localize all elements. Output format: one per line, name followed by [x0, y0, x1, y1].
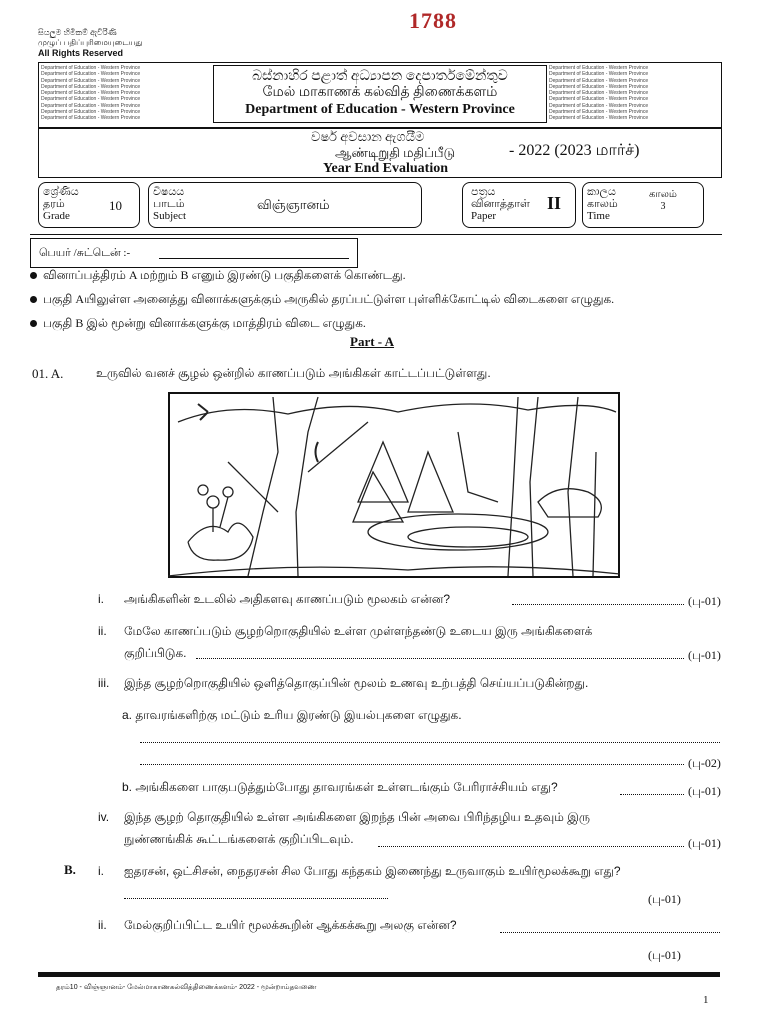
- section-b-label: B.: [64, 862, 76, 877]
- answer-line-b-i[interactable]: [124, 898, 388, 899]
- footer-text: தரம்10 - விஞ்ஞானம்- மேல்மாகாணகல்வித்திணைக்களம்- 2022 - மூன்றாம்தவணை: [56, 984, 317, 991]
- exam-year: - 2022 (2023 மார்ச்): [509, 142, 640, 159]
- answer-line-i[interactable]: [512, 604, 684, 605]
- exam-english: Year End Evaluation: [323, 161, 448, 176]
- mark-i: (பு-01): [688, 594, 721, 608]
- watermark-right: Department of Education - Western Province Department of Education - Western Province Department of Education - Western Province Department of Education - Western Province Department of Education - Western Province Department of Education - Western Province Department of Education - Western Province Department of Education - Western Province Department of Education - Western Province: [549, 65, 649, 122]
- sub-q-iv-number: iv.: [98, 810, 110, 824]
- footer-rule: [38, 972, 720, 977]
- answer-line-ii[interactable]: [196, 658, 684, 659]
- mark-ii: (பு-01): [688, 648, 721, 662]
- instruction-2: பகுதி Aயிலுள்ள அனைத்து வினாக்களுக்கும் அருகில் தரப்பட்டுள்ள புள்ளிக்கோட்டில் விடைகளை எழுதுக.: [30, 292, 614, 308]
- part-title: Part - A: [350, 334, 395, 349]
- sub-q-i: அங்கிகளின் உடலில் அதிகளவு காணப்படும் மூலகம் என்ன?: [124, 592, 451, 606]
- department-tamil: மேல் மாகாணக் கல்வித் திணைக்களம்: [262, 85, 498, 100]
- answer-line-a2[interactable]: [140, 764, 684, 765]
- exam-title-box: [38, 128, 722, 178]
- exam-tamil: ஆண்டிறுதி மதிப்பீடு: [335, 145, 456, 160]
- rights-english: All Rights Reserved: [38, 48, 124, 58]
- subject-box: විෂයය பாடம் Subject விஞ்ஞானம்: [148, 182, 422, 228]
- question-number: 01. A.: [32, 366, 64, 381]
- subject-value: விஞ்ஞானம்: [257, 197, 330, 212]
- watermark-left: Department of Education - Western Province Department of Education - Western Province Department of Education - Western Province Department of Education - Western Province Department of Education - Western Province Department of Education - Western Province Department of Education - Western Province Department of Education - Western Province Department of Education - Western Province: [41, 65, 141, 122]
- time-box: කාලය காலம் Time காலம் 3: [582, 182, 704, 228]
- mark-b-ii: (பு-01): [648, 948, 681, 962]
- exam-sinhala: වර්ෂ අවසාන ඇගයීම: [311, 129, 425, 144]
- mark-b: (பு-01): [688, 784, 721, 798]
- mark-b-i: (பு-01): [648, 892, 681, 906]
- grade-box: ශ්‍රේණිය தரம் Grade 10: [38, 182, 140, 228]
- paper-box: පත්‍රය வினாத்தாள் Paper II: [462, 182, 576, 228]
- time-value: காலம் 3: [649, 189, 677, 212]
- sub-q-iv: இந்த சூழற் தொகுதியில் உள்ள அங்கிகளை இறந்த பின் அவை பிரிந்தழிய உதவும் இரு: [124, 810, 590, 824]
- divider: [30, 234, 722, 235]
- mark-a: (பு-02): [688, 756, 721, 770]
- department-english: Department of Education - Western Province: [245, 102, 515, 117]
- sub-q-iv-cont: நுண்ணங்கிக் கூட்டங்களைக் குறிப்பிடவும்.: [124, 832, 354, 846]
- rights-block: [38, 28, 142, 58]
- rights-sinhala: සියලුම හිමිකම් ඇවිරිණි: [38, 28, 117, 37]
- forest-illustration: [168, 392, 620, 578]
- sub-q-ii: மேலே காணப்படும் சூழற்றொகுதியில் உள்ள முள்ளந்தண்டு உடைய இரு அங்கிகளைக்: [124, 624, 593, 638]
- mark-iv: (பு-01): [688, 836, 721, 850]
- sub-q-ii-number: ii.: [98, 624, 107, 638]
- grade-value: 10: [109, 198, 122, 213]
- sub-q-b-ii-number: ii.: [98, 918, 107, 932]
- sub-q-b-ii: மேல்குறிப்பிட்ட உயிர் மூலக்கூறின் ஆக்கக்கூறு அலகு என்ன?: [124, 918, 457, 932]
- serial-number: 1788: [409, 8, 457, 33]
- sub-q-ii-cont: குறிப்பிடுக.: [124, 646, 187, 660]
- sub-q-iii-b: b. அங்கிகளை பாகுபடுத்தும்போது தாவரங்கள் உள்ளடங்கும் பேரிராச்சியம் எது?: [122, 780, 558, 794]
- instruction-3: பகுதி B இல் மூன்று வினாக்களுக்கு மாத்திரம் விடை எழுதுக.: [30, 316, 366, 332]
- sub-q-b-i: ஐதரசன், ஒட்சிசன், நைதரசன் சில போது கந்தகம் இணைந்து உருவாகும் உயிர்மூலக்கூறு எது?: [124, 864, 621, 878]
- sub-q-b-i-number: i.: [98, 864, 104, 878]
- page-number: 1: [703, 994, 709, 1006]
- answer-line-b-ii[interactable]: [500, 932, 720, 933]
- answer-line-iv[interactable]: [378, 846, 684, 847]
- answer-line-b[interactable]: [620, 794, 684, 795]
- sub-q-i-number: i.: [98, 592, 104, 606]
- department-title: [213, 65, 547, 123]
- question-stem: உருவில் வனச் சூழல் ஒன்றில் காணப்படும் அங்கிகள் காட்டப்பட்டுள்ளது.: [96, 366, 491, 380]
- name-field[interactable]: பெயர் /சுட்டென் :-: [30, 238, 358, 268]
- rights-tamil: முழுப் பதிப்புரிமையுடையது: [38, 38, 143, 47]
- answer-line-a1[interactable]: [140, 742, 720, 743]
- sub-q-iii-number: iii.: [98, 676, 110, 690]
- department-sinhala: බස්නාහිර පළාත් අධ්‍යාපන දෙපාර්තමේන්තුව: [252, 69, 508, 84]
- sub-q-iii-a: a. தாவரங்களிற்கு மட்டும் உரிய இரண்டு இயல்புகளை எழுதுக.: [122, 708, 462, 722]
- sub-q-iii: இந்த சூழற்றொகுதியில் ஒளித்தொகுப்பின் மூலம் உணவு உற்பத்தி செய்யப்படுகின்றது.: [124, 676, 589, 690]
- paper-value: II: [547, 193, 562, 213]
- instruction-1: வினாப்பத்திரம் A மற்றும் B எனும் இரண்டு பகுதிகளைக் கொண்டது.: [30, 268, 406, 284]
- header-box: [38, 62, 722, 128]
